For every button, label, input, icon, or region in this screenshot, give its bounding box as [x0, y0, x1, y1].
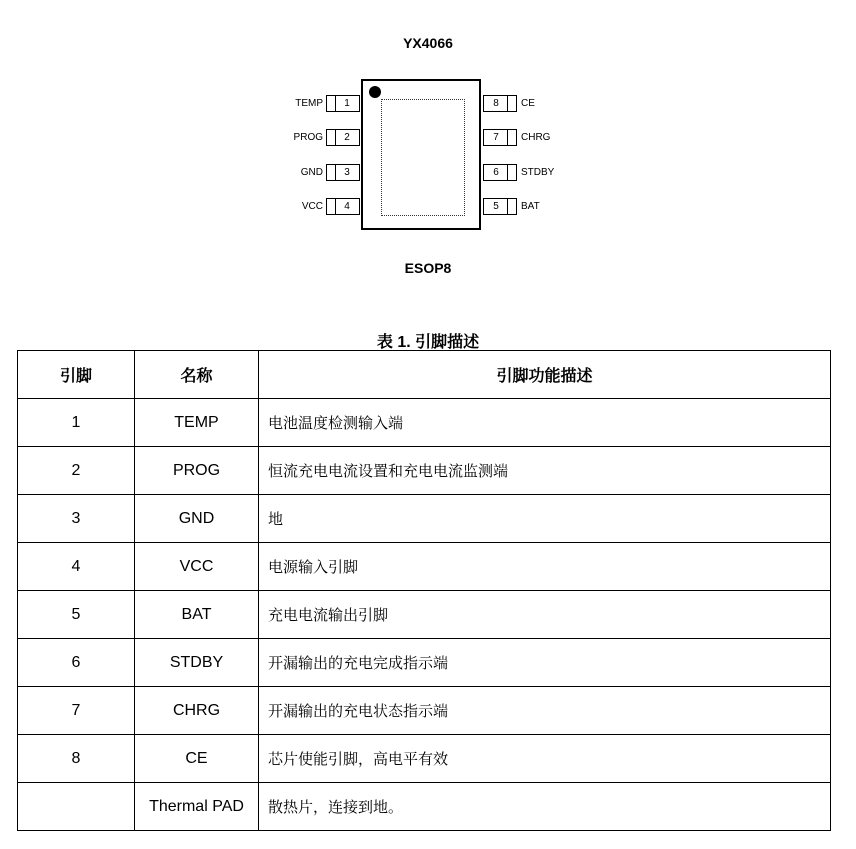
- cell-name: BAT: [135, 591, 259, 639]
- chip-body: [361, 79, 481, 230]
- pin-3: [326, 164, 360, 181]
- cell-description: 地: [259, 495, 831, 543]
- cell-pin: 6: [18, 639, 135, 687]
- pin-number: 1: [344, 98, 350, 109]
- cell-name: GND: [135, 495, 259, 543]
- cell-pin: 5: [18, 591, 135, 639]
- cell-description: 电源输入引脚: [259, 543, 831, 591]
- cell-name: CE: [135, 735, 259, 783]
- cell-pin: [18, 783, 135, 831]
- pin-4: [326, 198, 360, 215]
- cell-description: 开漏输出的充电完成指示端: [259, 639, 831, 687]
- pin-description-table: [17, 350, 831, 831]
- table-row: [18, 687, 831, 735]
- pin-number: 5: [493, 201, 499, 212]
- chip-title: YX4066: [403, 35, 453, 51]
- cell-name: Thermal PAD: [135, 783, 259, 831]
- pin-name-6: STDBY: [521, 167, 555, 178]
- pin-8: [483, 95, 517, 112]
- pin1-marker-dot: [369, 86, 381, 98]
- pin-name-4: VCC: [301, 201, 323, 212]
- cell-description: 散热片，连接到地。: [259, 783, 831, 831]
- cell-pin: 7: [18, 687, 135, 735]
- pin-name-1: TEMP: [295, 98, 323, 109]
- pin-name-7: CHRG: [521, 132, 551, 143]
- cell-pin: 3: [18, 495, 135, 543]
- table-row: [18, 591, 831, 639]
- table-row: [18, 639, 831, 687]
- pin-1: [326, 95, 360, 112]
- pin-number: 8: [493, 98, 499, 109]
- header-pin: 引脚: [18, 351, 135, 399]
- pin-number: 7: [493, 132, 499, 143]
- cell-pin: 4: [18, 543, 135, 591]
- package-label: ESOP8: [404, 260, 452, 276]
- cell-pin: 8: [18, 735, 135, 783]
- cell-description: 芯片使能引脚，高电平有效: [259, 735, 831, 783]
- cell-name: CHRG: [135, 687, 259, 735]
- cell-pin: 1: [18, 399, 135, 447]
- header-description: 引脚功能描述: [259, 351, 831, 399]
- pin-7: [483, 129, 517, 146]
- table-row: [18, 495, 831, 543]
- pin-name-3: GND: [300, 167, 323, 178]
- header-name: 名称: [135, 351, 259, 399]
- pin-name-5: BAT: [521, 201, 540, 212]
- pin-name-2: PROG: [293, 132, 323, 143]
- cell-description: 恒流充电电流设置和充电电流监测端: [259, 447, 831, 495]
- cell-name: STDBY: [135, 639, 259, 687]
- pin-6: [483, 164, 517, 181]
- cell-name: PROG: [135, 447, 259, 495]
- pin-number: 4: [344, 201, 350, 212]
- pin-2: [326, 129, 360, 146]
- cell-description: 充电电流输出引脚: [259, 591, 831, 639]
- pin-name-8: CE: [521, 98, 535, 109]
- cell-name: TEMP: [135, 399, 259, 447]
- pin-number: 6: [493, 167, 499, 178]
- cell-pin: 2: [18, 447, 135, 495]
- table-row: [18, 399, 831, 447]
- table-caption: 表 1. 引脚描述: [376, 334, 480, 351]
- cell-description: 电池温度检测输入端: [259, 399, 831, 447]
- table-row: [18, 783, 831, 831]
- pin-number: 2: [344, 132, 350, 143]
- table-row: [18, 447, 831, 495]
- cell-description: 开漏输出的充电状态指示端: [259, 687, 831, 735]
- table-header-row: [18, 351, 831, 399]
- table-row: [18, 543, 831, 591]
- pin-5: [483, 198, 517, 215]
- thermal-pad-outline: [381, 99, 465, 216]
- pin-number: 3: [344, 167, 350, 178]
- cell-name: VCC: [135, 543, 259, 591]
- table-row: [18, 735, 831, 783]
